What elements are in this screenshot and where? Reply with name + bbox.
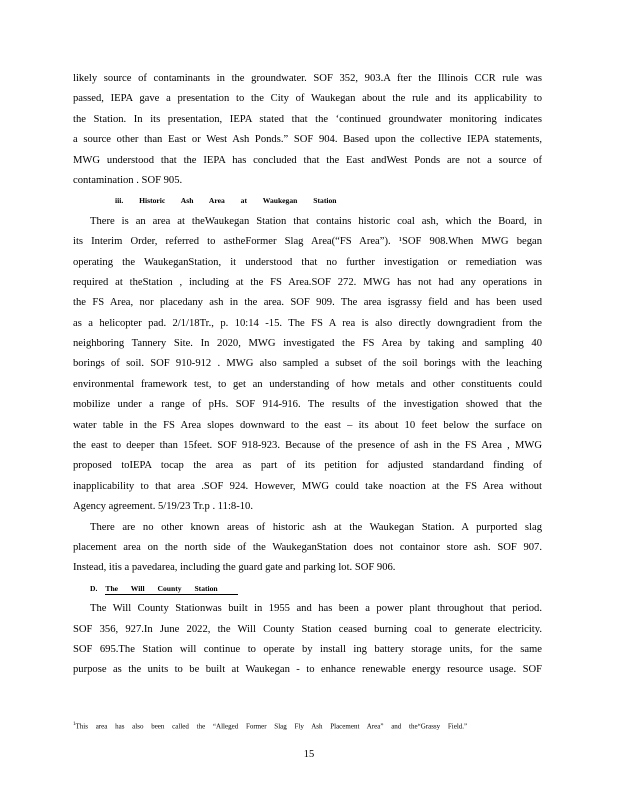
text-line: water table in the FS Area slopes downward to the east – its about 10 feet below the surface on xyxy=(73,419,542,431)
text-line: placement area on the north side of the WaukeganStation does not containor store ash. SOF 907. xyxy=(73,541,542,553)
text-line: operating the WaukeganStation, it understood that no further investigation or remediation was xyxy=(73,256,542,268)
text-line: purpose as the units to be built at Waukegan - to enhance renewable energy resource usage. SOF xyxy=(73,664,542,676)
page-number: 15 xyxy=(303,749,315,760)
section-letter: D. xyxy=(90,583,98,593)
text-line: environmental framework test, to get an understanding of how metals and other constituents could xyxy=(73,378,542,390)
text-line: inapplicability to that area .SOF 924. However, MWG could take noaction at the FS Area without xyxy=(73,480,542,492)
section-title: The Will County Station xyxy=(105,583,237,595)
footnote-text: This area has also been called the “Alleged Former Slag Fly Ash Placement Area” and the“Grassy Field.” xyxy=(75,722,468,731)
text-line: its Interim Order, referred to astheFormer Slag Area(“FS Area”). ¹SOF 908.When MWG began xyxy=(73,236,542,248)
text-line: There is an area at theWaukegan Station that contains historic coal ash, which the Board, in xyxy=(90,215,542,227)
text-line: contamination . SOF 905. xyxy=(73,174,183,186)
text-line: required at theStation , including at the FS Area.SOF 272. MWG has not had any operations in xyxy=(73,276,542,288)
text-line: Instead, itis a pavedarea, including the guard gate and parking lot. SOF 906. xyxy=(73,562,396,574)
text-line: as a helicopter pad. 2/1/18Tr., p. 10:14 -15. The FS A rea is also directly downgradient from the xyxy=(73,317,542,329)
footnote xyxy=(73,722,543,730)
text-line: proposed toIEPA tocap the area as part of its petition for adjusted standardand finding of xyxy=(73,460,542,472)
footnote-marker: 1 xyxy=(73,722,76,727)
text-line: Agency agreement. 5/19/23 Tr.p . 11:8-10. xyxy=(73,501,253,513)
text-line: passed, IEPA gave a presentation to the City of Waukegan about the rule and its applicability to xyxy=(73,93,542,105)
section-heading-will-county xyxy=(73,579,542,599)
text-line: The Will County Stationwas built in 1955 and has been a power plant throughout that period. xyxy=(90,603,542,615)
text-line: SOF 695.The Station will continue to operate by install ing battery storage units, for the same xyxy=(73,643,542,655)
text-line: borings of soil. SOF 910-912 . MWG also sampled a subset of the soil borings with the leaching xyxy=(73,358,542,370)
text-line: likely source of contaminants in the groundwater. SOF 352, 903.A fter the Illinois CCR rule was xyxy=(73,73,542,84)
text-line: SOF 356, 927.In June 2022, the Will County Station ceased burning coal to generate electricity. xyxy=(73,623,542,635)
text-line: the east to deeper than 15feet. SOF 918-923. Because of the presence of ash in the FS Area , MWG xyxy=(73,440,542,452)
section-heading-historic-ash-area: iii. Historic Ash Area at Waukegan Station xyxy=(115,196,337,206)
text-line: a source other than East or West Ash Ponds.” SOF 904. Based upon the collective IEPA statements, xyxy=(73,134,542,146)
text-line: the Station. In its presentation, IEPA stated that the ‘continued groundwater monitoring indicates xyxy=(73,113,542,125)
text-line: MWG understood that the IEPA has concluded that the East andWest Ponds are not a source of xyxy=(73,154,542,166)
text-line: There are no other known areas of historic ash at the Waukegan Station. A purported slag xyxy=(90,521,542,533)
text-line: neighboring Tannery Site. In 2020, MWG investigated the FS Area by taking and sampling 40 xyxy=(73,338,542,350)
text-line: mobilize under a range of pHs. SOF 914-916. The results of the investigation showed that the xyxy=(73,399,542,411)
text-line: the FS Area, nor placedany ash in the area. SOF 909. The area isgrassy field and has been used xyxy=(73,297,542,309)
body-text xyxy=(73,69,542,681)
